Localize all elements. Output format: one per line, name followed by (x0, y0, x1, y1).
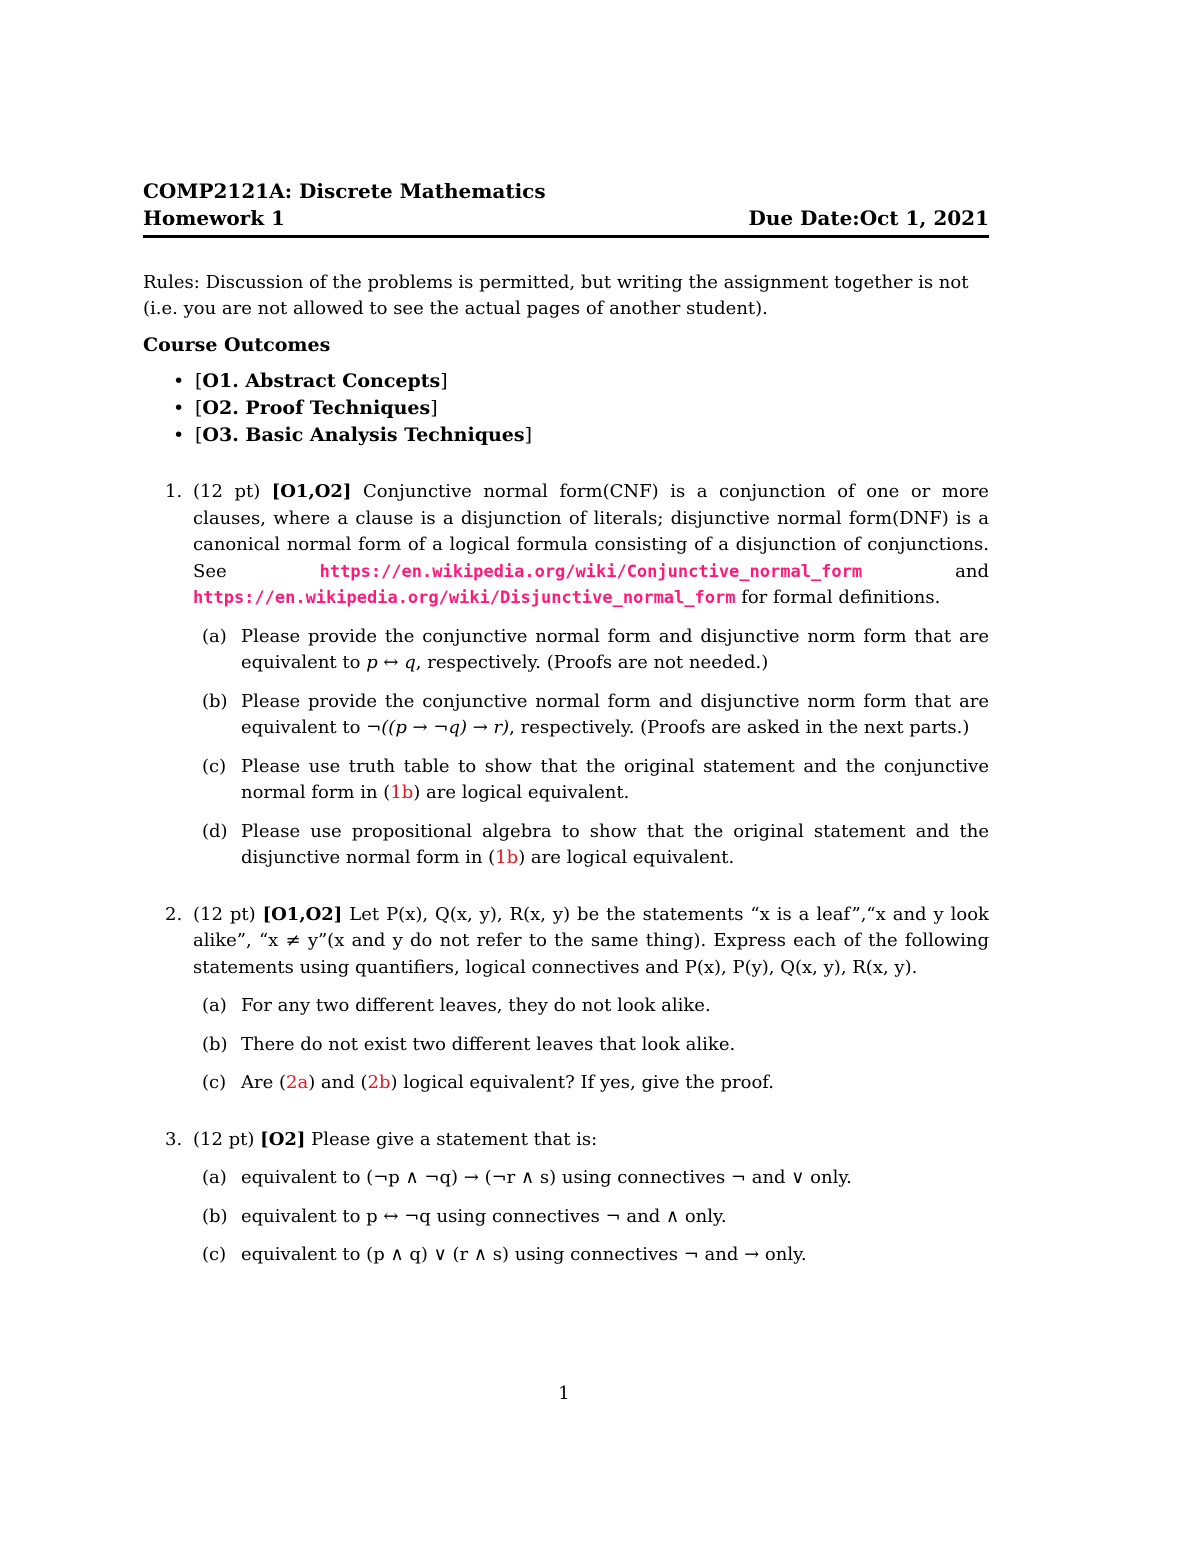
subpart-text: Please provide the conjunctive normal form and disjunctive norm form that are equivalent to (241, 690, 989, 738)
outcome-item: • [O3. Basic Analysis Techniques] (173, 422, 989, 449)
problem-text: Please give a statement that is: (311, 1128, 598, 1150)
subpart-label: (b) (202, 1033, 228, 1055)
subpart-label: (a) (202, 625, 227, 647)
subpart-text: ) are logical equivalent. (518, 847, 735, 868)
subpart-3b (193, 1204, 989, 1231)
subpart-2b (193, 1032, 989, 1059)
subpart-text: , respectively. (Proofs are asked in the next parts.) (509, 717, 970, 738)
header-rule (143, 235, 989, 238)
subpart-text: Please use truth table to show that the original statement and the conjunctive normal form in ( (241, 755, 989, 803)
outcome-item: • [O2. Proof Techniques] (173, 395, 989, 422)
subpart-3a (193, 1165, 989, 1192)
problem-1 (143, 479, 989, 872)
outcome-code: O3. Basic Analysis Techniques (202, 424, 525, 446)
subpart-2c (193, 1070, 989, 1097)
due-date: Due Date:Oct 1, 2021 (748, 206, 989, 230)
problem-tag: [O1,O2] (262, 903, 343, 925)
subpart-text: equivalent to (p ∧ q) ∨ (r ∧ s) using connectives ¬ and → only. (241, 1244, 807, 1265)
problem-points: (12 pt) (193, 481, 261, 502)
problem-tag: [O1,O2] (271, 481, 352, 502)
problem-tag: [O2] (260, 1128, 306, 1150)
subpart-1d (193, 819, 989, 872)
subpart-1b (193, 689, 989, 742)
subpart-text: For any two different leaves, they do not look alike. (241, 995, 711, 1016)
subpart-text: There do not exist two different leaves that look alike. (241, 1033, 736, 1055)
problem-number: 2. (165, 903, 183, 925)
problem-2 (143, 902, 989, 1097)
math-expression: p ↔ q (366, 652, 416, 673)
homework-page (143, 178, 989, 1269)
cross-reference[interactable]: 2b (367, 1072, 391, 1093)
problem-text-end: for formal definitions. (741, 587, 941, 608)
and-text: and (955, 560, 989, 582)
subpart-label: (d) (202, 820, 228, 842)
subpart-text: Are ( (241, 1072, 286, 1093)
subpart-text: ) are logical equivalent. (413, 782, 630, 803)
problem-points: (12 pt) (193, 903, 256, 925)
rules-text: Rules: Discussion of the problems is permitted, but writing the assignment together is not (i.e. you are not allowed to see the actual pages of another student). (143, 272, 969, 319)
subpart-label: (c) (202, 1072, 227, 1093)
outcome-code: O2. Proof Techniques (202, 397, 431, 419)
subpart-text: , respectively. (Proofs are not needed.) (415, 652, 769, 673)
problem-3 (143, 1127, 989, 1269)
cnf-link[interactable]: https://en.wikipedia.org/wiki/Conjunctive_normal_form (319, 561, 863, 582)
cross-reference[interactable]: 2a (286, 1072, 309, 1093)
page-number: 1 (558, 1383, 570, 1404)
problem-number: 3. (165, 1128, 183, 1150)
subpart-label: (b) (202, 690, 228, 712)
outcome-item: • [O1. Abstract Concepts] (173, 368, 989, 395)
homework-label: Homework 1 (143, 206, 285, 230)
subpart-2a (193, 993, 989, 1020)
math-expression: ¬((p → ¬q) → r) (366, 717, 510, 738)
header-row (143, 204, 989, 232)
problem-points: (12 pt) (193, 1128, 255, 1150)
course-title: COMP2121A: Discrete Mathematics (143, 179, 546, 203)
subpart-1c (193, 754, 989, 807)
subpart-text: Please use propositional algebra to show that the original statement and the disjunctive normal form in ( (241, 820, 989, 868)
subpart-text: equivalent to p ↔ ¬q using connectives ¬ and ∧ only. (241, 1205, 727, 1227)
subpart-label: (c) (202, 755, 227, 777)
subpart-label: (c) (202, 1244, 227, 1265)
outcome-code: O1. Abstract Concepts (202, 370, 441, 392)
subpart-label: (a) (202, 995, 227, 1016)
cross-reference[interactable]: 1b (390, 782, 414, 803)
dnf-link[interactable]: https://en.wikipedia.org/wiki/Disjunctive_normal_form (193, 588, 736, 608)
subpart-label: (a) (202, 1167, 227, 1188)
outcomes-title: Course Outcomes (143, 334, 331, 356)
subpart-text: equivalent to (¬p ∧ ¬q) → (¬r ∧ s) using connectives ¬ and ∨ only. (241, 1167, 852, 1188)
subpart-text: ) logical equivalent? If yes, give the proof. (390, 1072, 775, 1093)
subpart-text: ) and ( (308, 1072, 368, 1093)
subpart-1a (193, 624, 989, 677)
subpart-3c (193, 1242, 989, 1269)
outcomes-list (143, 368, 989, 449)
problem-number: 1. (165, 481, 183, 502)
cross-reference[interactable]: 1b (495, 847, 519, 868)
problem-text: Let P(x), Q(x, y), R(x, y) be the statements “x is a leaf”,“x and y look alike”, “x ≠ y”(x and y do not refer to the same thing). Express each of the following statements using quantifiers, logical connectives and P(x), P(y), Q(x, y), R(x, y). (193, 903, 989, 978)
subpart-text: Please provide the conjunctive normal form and disjunctive norm form that are equivalent to (241, 625, 989, 673)
subpart-label: (b) (202, 1205, 228, 1227)
problem-text: Conjunctive normal form(CNF) is a conjunction of one or more clauses, where a clause is a disjunction of literals; disjunctive normal form(DNF) is a canonical normal form of a logical formula consisting of a disjunction of conjunctions. See (193, 481, 989, 582)
